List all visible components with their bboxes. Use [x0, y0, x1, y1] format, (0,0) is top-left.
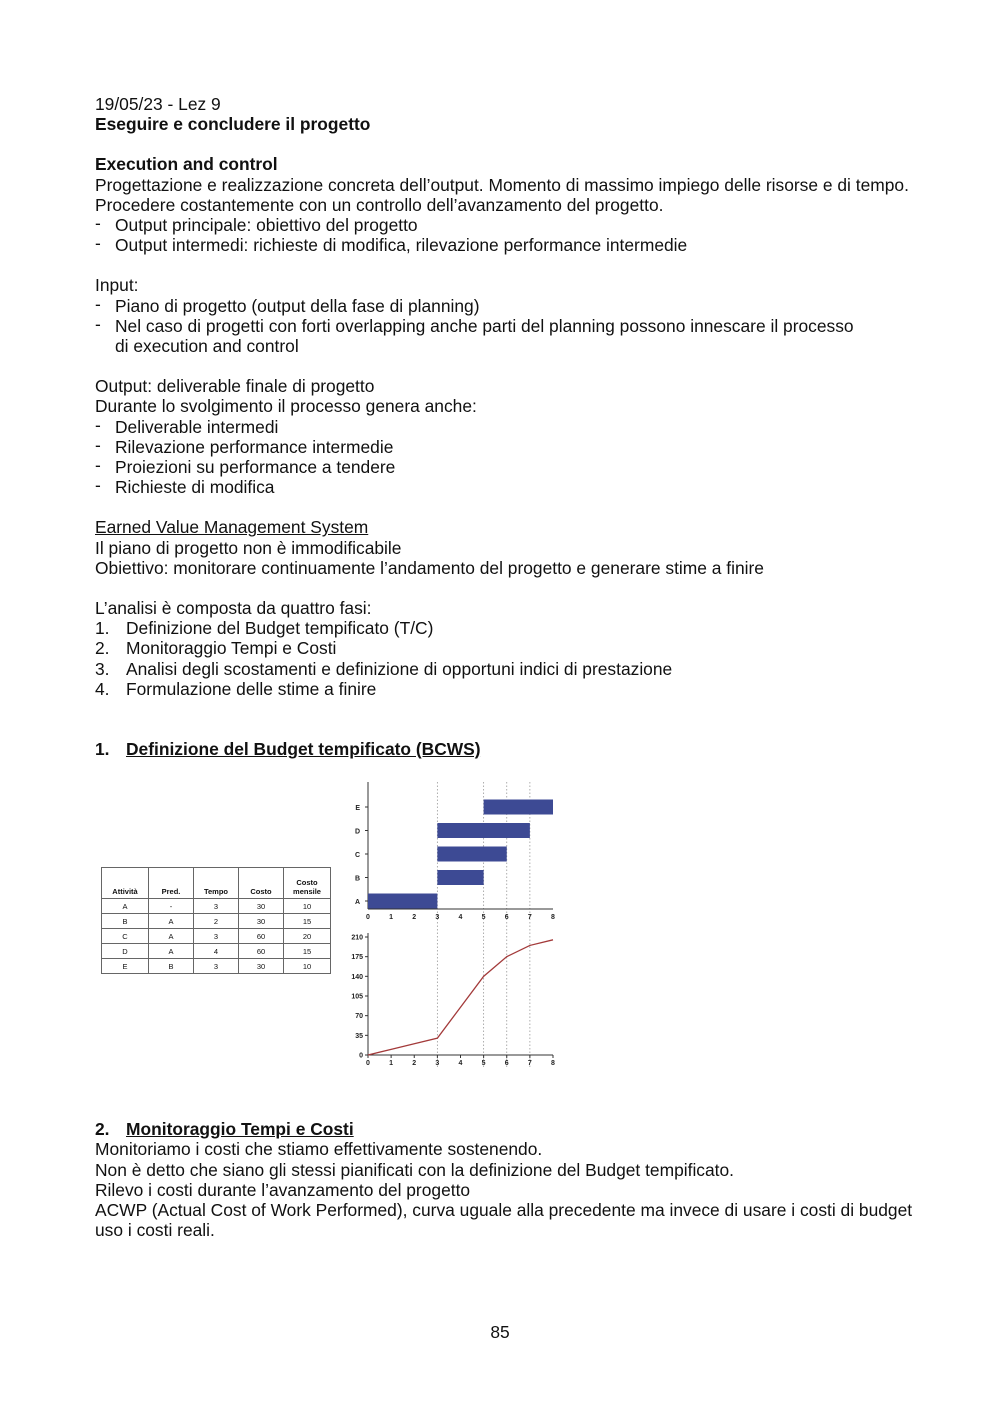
gantt-category-label: D	[354, 828, 360, 836]
table-cell: 15	[284, 944, 331, 959]
section-2-line: Rilevo i costi durante l’avanzamento del progetto	[95, 1179, 471, 1200]
execution-bullets	[95, 215, 915, 255]
list-item: - Output intermedi: richieste di modifica, rilevazione performance intermedie	[95, 233, 688, 256]
section-2-heading: 2. Monitoraggio Tempi e Costi	[95, 1119, 354, 1140]
list-item: 4. Formulazione delle stime a finire	[95, 678, 377, 699]
section-1-heading: 1. Definizione del Budget tempificato (BCWS)	[95, 739, 481, 760]
table-cell: A	[149, 914, 194, 929]
table-cell: 2	[194, 914, 239, 929]
table-cell: -	[149, 899, 194, 914]
bcws-cost-curve	[368, 940, 553, 1055]
list-item: - Rilevazione performance intermedie	[95, 434, 394, 457]
gantt-category-label: E	[355, 805, 360, 813]
line-x-tick-label: 1	[389, 1060, 394, 1068]
table-row	[102, 929, 331, 944]
table-cell: 30	[239, 914, 284, 929]
output-line-2: Durante lo svolgimento il processo genera anche:	[95, 396, 477, 417]
line-y-tick-label: 175	[351, 954, 363, 962]
table-header-row	[102, 868, 331, 899]
table-cell: A	[149, 929, 194, 944]
table-header-cell: Attività	[102, 868, 149, 899]
page-number: 85	[490, 1322, 510, 1342]
output-bullets	[95, 414, 915, 498]
gantt-x-tick-label: 1	[389, 914, 394, 922]
gantt-x-tick-label: 3	[435, 914, 440, 922]
page-title: Eseguire e concludere il progetto	[95, 114, 371, 135]
table-cell: A	[149, 944, 194, 959]
table-cell: 15	[284, 914, 331, 929]
table-row	[102, 944, 331, 959]
line-x-tick-label: 7	[527, 1060, 532, 1068]
line-x-tick-label: 6	[504, 1060, 509, 1068]
evms-intro: L’analisi è composta da quattro fasi:	[95, 598, 372, 619]
line-x-tick-label: 8	[551, 1060, 555, 1068]
table-cell: C	[102, 929, 149, 944]
section-2-line: Monitoriamo i costi che stiamo effettivamente sostenendo.	[95, 1139, 543, 1160]
page-content	[95, 94, 915, 1241]
table-cell: 3	[194, 929, 239, 944]
table-cell: 3	[194, 959, 239, 974]
gantt-x-tick-label: 8	[551, 914, 555, 922]
line-x-tick-label: 2	[412, 1060, 417, 1068]
line-y-tick-label: 70	[355, 1013, 363, 1021]
gantt-x-tick-label: 4	[458, 914, 463, 922]
table-header-cell: Costo	[239, 868, 284, 899]
table-cell: 60	[239, 944, 284, 959]
table-cell: B	[102, 914, 149, 929]
gantt-bar-d	[437, 823, 530, 838]
execution-para-1: Progettazione e realizzazione concreta dell’output. Momento di massimo impiego delle risorse e di tempo.	[95, 174, 909, 195]
gantt-category-label: B	[354, 875, 360, 883]
bcws-figure	[95, 772, 915, 1127]
table-cell: A	[102, 899, 149, 914]
line-x-tick-label: 0	[366, 1060, 370, 1068]
table-cell: 20	[284, 929, 331, 944]
gantt-bar-e	[484, 800, 553, 815]
line-x-tick-label: 4	[458, 1060, 463, 1068]
table-row	[102, 914, 331, 929]
output-line-1: Output: deliverable finale di progetto	[95, 376, 375, 397]
evms-heading: Earned Value Management System	[95, 517, 369, 538]
activity-table	[101, 867, 331, 974]
list-item: - Richieste di modifica	[95, 475, 275, 498]
gantt-bar-c	[437, 847, 506, 862]
table-cell: 10	[284, 959, 331, 974]
section-2-line: ACWP (Actual Cost of Work Performed), curva uguale alla precedente ma invece di usare i costi di budget uso i costi reali.	[95, 1200, 913, 1241]
table-cell: B	[149, 959, 194, 974]
evms-line-1: Il piano di progetto non è immodificabile	[95, 537, 402, 558]
section-2-line: Non è detto che siano gli stessi pianificati con la definizione del Budget tempificato.	[95, 1159, 735, 1180]
table-header-cell: Tempo	[194, 868, 239, 899]
table-header-cell: Costo mensile	[284, 868, 331, 899]
list-item: 2. Monitoraggio Tempi e Costi	[95, 638, 337, 659]
gantt-category-label: A	[354, 899, 360, 907]
table-row	[102, 959, 331, 974]
table-cell: E	[102, 959, 149, 974]
input-bullets	[95, 293, 915, 357]
table-row	[102, 899, 331, 914]
list-item: 3. Analisi degli scostamenti e definizione di opportuni indici di prestazione	[95, 658, 673, 679]
gantt-x-tick-label: 7	[527, 914, 532, 922]
table-cell: 10	[284, 899, 331, 914]
list-item: 1. Definizione del Budget tempificato (T/C)	[95, 618, 434, 639]
date-line: 19/05/23 - Lez 9	[95, 94, 221, 114]
execution-para-2: Procedere costantemente con un controllo dell’avanzamento del progetto.	[95, 194, 664, 215]
list-item: - Piano di progetto (output della fase di planning)	[95, 293, 480, 316]
list-item: - Nel caso di progetti con forti overlapping anche parti del planning possono innescare il processo di execution and control	[95, 313, 854, 357]
input-label: Input:	[95, 275, 139, 296]
table-cell: 60	[239, 929, 284, 944]
gantt-bar-a	[368, 894, 437, 909]
line-x-tick-label: 3	[435, 1060, 440, 1068]
table-cell: 3	[194, 899, 239, 914]
table-cell: 30	[239, 959, 284, 974]
list-item: - Proiezioni su performance a tendere	[95, 455, 396, 478]
bcws-charts	[340, 772, 580, 1127]
line-y-tick-label: 210	[351, 934, 363, 942]
table-header-cell: Pred.	[149, 868, 194, 899]
table-cell: D	[102, 944, 149, 959]
gantt-category-label: C	[354, 852, 360, 860]
list-item: - Output principale: obiettivo del progetto	[95, 213, 418, 236]
line-y-tick-label: 140	[351, 974, 363, 982]
line-y-tick-label: 105	[351, 993, 363, 1001]
gantt-x-tick-label: 0	[366, 914, 370, 922]
evms-phases	[95, 618, 915, 699]
gantt-x-tick-label: 6	[504, 914, 509, 922]
table-cell: 30	[239, 899, 284, 914]
line-y-tick-label: 0	[359, 1052, 363, 1060]
line-x-tick-label: 5	[481, 1060, 486, 1068]
gantt-x-tick-label: 5	[481, 914, 486, 922]
gantt-bar-b	[437, 870, 483, 885]
list-item: - Deliverable intermedi	[95, 414, 279, 437]
line-y-tick-label: 35	[355, 1033, 363, 1041]
evms-line-2: Obiettivo: monitorare continuamente l’andamento del progetto e generare stime a finire	[95, 557, 764, 578]
table-cell: 4	[194, 944, 239, 959]
gantt-x-tick-label: 2	[412, 914, 417, 922]
execution-heading: Execution and control	[95, 154, 278, 175]
